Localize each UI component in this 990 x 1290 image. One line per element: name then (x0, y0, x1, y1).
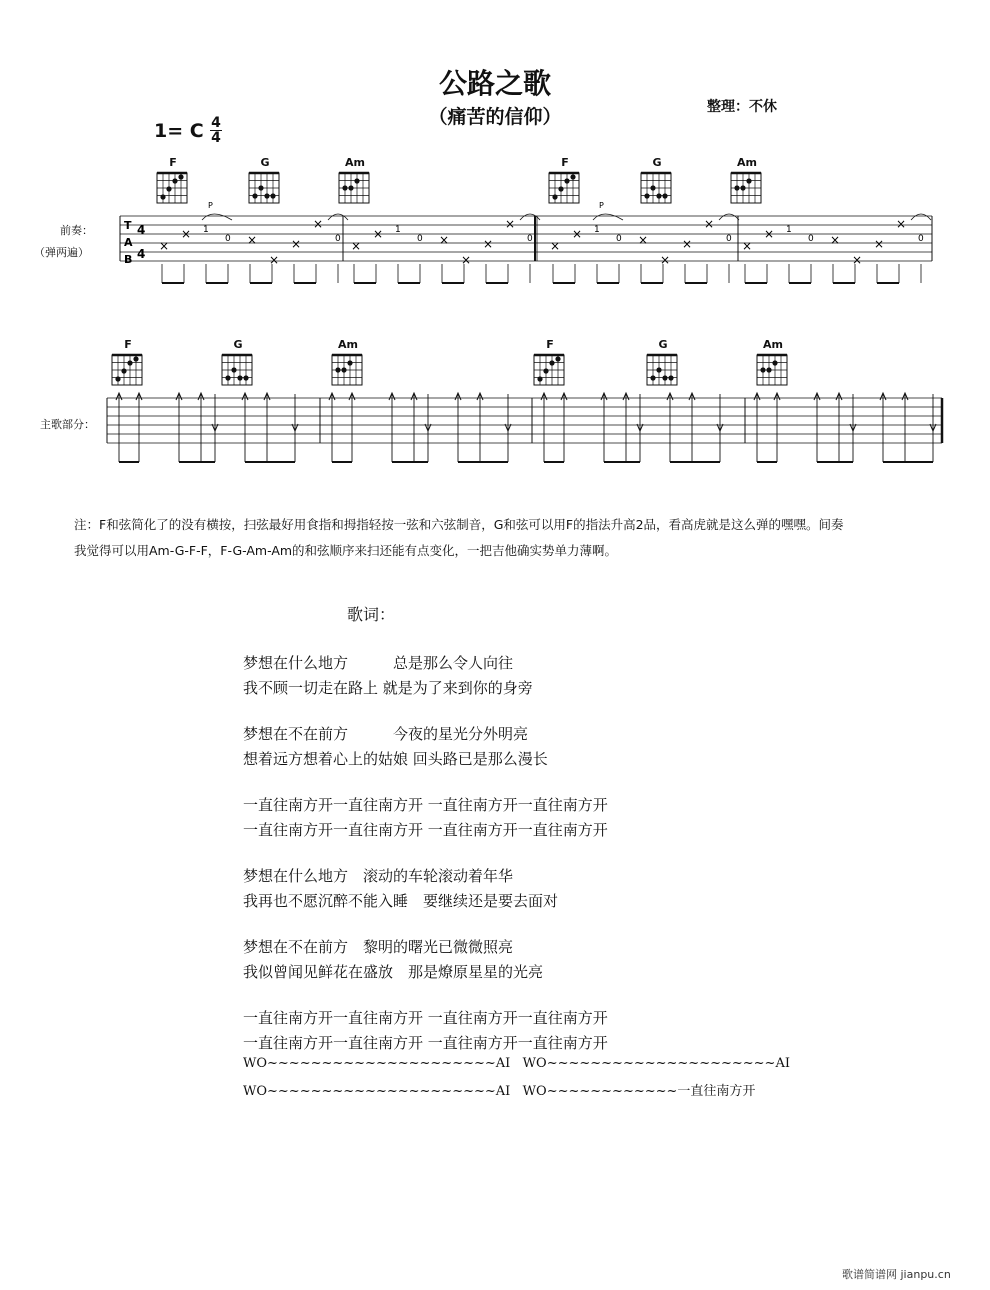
tab-time-top: 4 (137, 223, 146, 237)
chord-name: F (546, 338, 554, 351)
lyric-line: 我似曾闻见鲜花在盛放 那是燎原星星的光亮 (243, 963, 544, 981)
tab-clef-t: T (124, 219, 132, 232)
chord-name: G (260, 156, 270, 169)
lyric-line: 梦想在什么地方 总是那么令人向往 (243, 654, 514, 672)
tab-note: × (247, 233, 258, 247)
tab-note: × (550, 239, 561, 253)
tab-note: × (852, 253, 863, 267)
tab-note: × (313, 217, 324, 231)
chord-name: Am (737, 156, 757, 169)
tab-note: 1 (594, 225, 600, 235)
chord-name: F (124, 338, 132, 351)
lyrics-heading: 歌词： (347, 605, 396, 624)
tab-note: 1 (786, 225, 792, 235)
intro-repeat-note: （弹两遍） (34, 246, 89, 259)
note-line-2: 我觉得可以用Am-G-F-F，F-G-Am-Am的和弦顺序来扫还能有点变化，一把吉他确实势单力薄啊。 (74, 543, 618, 558)
key-signature: 1= C (154, 120, 204, 142)
chord-name: G (233, 338, 243, 351)
tab-note: × (874, 237, 885, 251)
tab-note: × (269, 253, 280, 267)
lyric-line: 我不顾一切走在路上 就是为了来到你的身旁 (243, 679, 533, 697)
lyric-line: 一直往南方开一直往南方开 一直往南方开一直往南方开 (243, 1009, 608, 1027)
lyric-line: 梦想在不在前方 黎明的曙光已微微照亮 (243, 938, 514, 956)
chord-name: G (658, 338, 668, 351)
lyric-line: 想着远方想着心上的姑娘 回头路已是那么漫长 (243, 750, 548, 768)
lyric-line: 梦想在什么地方 滚动的车轮滚动着年华 (243, 867, 514, 885)
tab-clef-a: A (124, 236, 133, 249)
tab-note: × (505, 217, 516, 231)
song-title: 公路之歌 (438, 67, 551, 100)
chord-name: Am (763, 338, 783, 351)
lyric-line: WO~~~~~~~~~~~~~~~~~~~~~AI WO~~~~~~~~~~~~~~~~~~~~~AI (243, 1056, 790, 1071)
tab-note: × (572, 227, 583, 241)
pull-off-mark: P (208, 201, 213, 210)
lyric-line: 一直往南方开一直往南方开 一直往南方开一直往南方开 (243, 821, 608, 839)
chord-name: F (169, 156, 177, 169)
chord-name: Am (338, 338, 358, 351)
verse-label: 主歌部分： (40, 418, 95, 431)
tab-time-bottom: 4 (137, 247, 146, 261)
tab-note: × (159, 239, 170, 253)
time-signature-bottom: 4 (211, 130, 221, 146)
tab-note: 0 (417, 234, 423, 244)
tab-note: × (638, 233, 649, 247)
tab-note: 0 (616, 234, 622, 244)
lyric-line: 一直往南方开一直往南方开 一直往南方开一直往南方开 (243, 1034, 608, 1052)
chord-name: Am (345, 156, 365, 169)
intro-tab-staff (0, 0, 990, 300)
lyric-line: 一直往南方开一直往南方开 一直往南方开一直往南方开 (243, 796, 608, 814)
intro-label: 前奏： (60, 224, 93, 237)
song-subtitle: （痛苦的信仰） (428, 106, 562, 128)
tab-note: × (483, 237, 494, 251)
tab-note: × (660, 253, 671, 267)
performance-note (74, 512, 924, 564)
tab-note: 1 (203, 225, 209, 235)
tab-note: × (439, 233, 450, 247)
tab-note: 0 (225, 234, 231, 244)
lyric-line: WO~~~~~~~~~~~~~~~~~~~~~AI WO~~~~~~~~~~~~一直往南方开 (243, 1084, 756, 1099)
verse-strum-staff (0, 380, 990, 470)
tab-note: 0 (527, 234, 533, 244)
footer-watermark: 歌谱简谱网 jianpu.cn (842, 1268, 951, 1281)
tab-note: × (830, 233, 841, 247)
lyric-line: 我再也不愿沉醉不能入睡 要继续还是要去面对 (243, 892, 559, 910)
tab-note: × (764, 227, 775, 241)
lyric-line: 梦想在不在前方 今夜的星光分外明亮 (243, 725, 529, 743)
tab-note: 0 (808, 234, 814, 244)
arranger-credit: 整理：不休 (707, 99, 777, 115)
tab-note: 1 (395, 225, 401, 235)
tab-note: × (682, 237, 693, 251)
tab-note: 0 (335, 234, 341, 244)
tab-note: × (291, 237, 302, 251)
tab-note: × (181, 227, 192, 241)
tab-note: × (704, 217, 715, 231)
tab-note: × (896, 217, 907, 231)
tab-note: × (373, 227, 384, 241)
tab-clef-b: B (124, 253, 133, 266)
tab-note: × (351, 239, 362, 253)
tab-note: × (461, 253, 472, 267)
tab-note: × (742, 239, 753, 253)
tab-note: 0 (726, 234, 732, 244)
tab-note: 0 (918, 234, 924, 244)
pull-off-mark: P (599, 201, 604, 210)
chord-name: F (561, 156, 569, 169)
time-signature-top: 4 (211, 115, 221, 131)
note-line-1: 注：F和弦简化了的没有横按，扫弦最好用食指和拇指轻按一弦和六弦制音，G和弦可以用F的指法升高2品，看高虎就是这么弹的嘿嘿。间奏 (74, 517, 844, 532)
chord-name: G (652, 156, 662, 169)
